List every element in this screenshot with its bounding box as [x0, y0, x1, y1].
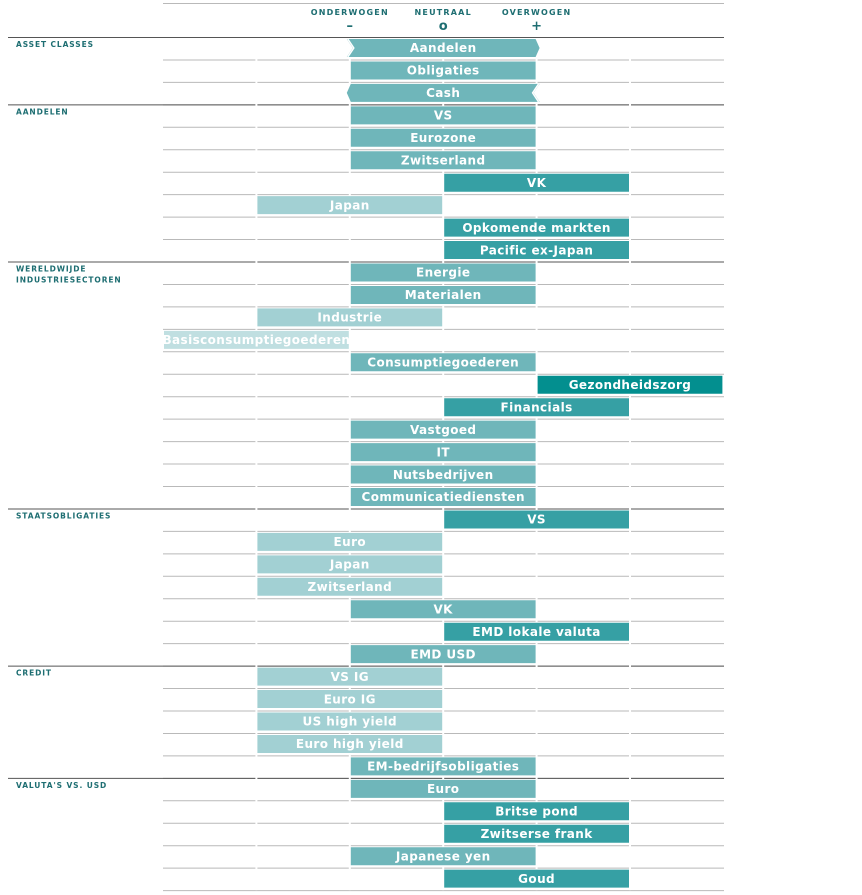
bar-label: Japanese yen [395, 849, 491, 864]
bar-label: Nutsbedrijven [392, 467, 494, 482]
bar-label: Basisconsumptiegoederen [162, 333, 351, 348]
bar-label: Industrie [317, 310, 383, 325]
bar-1-6 [444, 241, 629, 259]
bar-4-0 [257, 668, 442, 686]
bar-label: US high yield [302, 714, 398, 729]
bar-label: Eurozone [410, 131, 477, 145]
bar-1-0 [351, 106, 536, 124]
scale-label-1: NEUTRAAL [414, 8, 472, 17]
section-title-4-0: CREDIT [16, 668, 52, 678]
bar-2-0 [351, 264, 536, 282]
bar-3-4 [351, 600, 536, 618]
bar-3-3 [257, 578, 442, 596]
section-title-3-0: STAATSOBLIGATIES [16, 511, 112, 521]
bar-label: VS [527, 512, 546, 527]
bar-label: EMD USD [410, 647, 476, 662]
bar-5-4 [444, 870, 629, 888]
bar-label: VS IG [330, 669, 370, 684]
bar-label: Japan [329, 557, 370, 572]
bar-4-2 [257, 713, 442, 731]
bar-label: VK [433, 602, 453, 617]
bar-0-1 [351, 61, 536, 79]
bar-5-2 [444, 825, 629, 843]
section-title-2-0: WERELDWIJDE [16, 264, 87, 274]
bar-3-5 [444, 623, 629, 641]
bar-4-3 [257, 735, 442, 753]
bar-label: Opkomende markten [462, 220, 611, 235]
bar-label: Zwitserland [307, 580, 393, 594]
section-title-5-0: VALUTA'S VS. USD [16, 780, 108, 790]
section-title-0-0: ASSET CLASSES [16, 40, 94, 49]
bar-label: EMD lokale valuta [472, 624, 601, 639]
bar-2-5 [538, 376, 723, 394]
scale-symbol-1: o [438, 19, 448, 34]
bar-3-6 [351, 645, 536, 663]
scale-symbol-0: – [346, 19, 354, 34]
section-title-1-0: AANDELEN [16, 107, 69, 117]
bar-label: VK [526, 175, 547, 190]
bar-3-2 [257, 555, 442, 573]
bar-5-0 [351, 780, 536, 798]
bar-2-10 [351, 488, 536, 506]
bar-label: Gezondheidszorg [568, 377, 692, 392]
bar-label: IT [436, 445, 450, 460]
bar-label: Euro [426, 782, 460, 797]
bar-1-1 [351, 129, 536, 147]
bar-0-0 [347, 39, 540, 57]
bar-label: Vastgoed [410, 422, 477, 437]
bar-2-2 [257, 308, 442, 326]
scale-label-0: ONDERWOGEN [310, 8, 389, 17]
bar-label: Japan [329, 198, 370, 213]
scale-label-2: OVERWOGEN [501, 8, 572, 17]
bar-2-3 [162, 331, 350, 349]
scale-symbol-2: + [531, 19, 543, 34]
bar-2-4 [351, 353, 536, 371]
scale-header [311, 8, 572, 34]
bar-0-2 [347, 84, 540, 102]
bar-label: EM-bedrijfsobligaties [367, 759, 520, 774]
bar-label: Obligaties [406, 63, 480, 78]
bar-label: Aandelen [409, 41, 477, 56]
bar-label: Communicatiediensten [361, 490, 525, 505]
bar-4-4 [351, 757, 536, 775]
bar-1-5 [444, 219, 629, 237]
bar-label: Pacific ex-Japan [479, 243, 594, 258]
bar-2-7 [351, 421, 536, 439]
bar-label: Goud [518, 871, 556, 886]
bar-5-1 [444, 802, 629, 820]
bar-label: VS [433, 108, 453, 123]
bar-label: Euro high yield [295, 737, 404, 752]
bar-2-1 [351, 286, 536, 304]
bar-4-1 [257, 690, 442, 708]
bar-label: Euro [333, 535, 367, 550]
bar-label: Financials [500, 400, 573, 415]
bar-1-4 [257, 196, 442, 214]
bar-3-1 [257, 533, 442, 551]
bar-2-8 [351, 443, 536, 461]
bar-2-9 [351, 466, 536, 484]
bar-label: Consumptiegoederen [367, 355, 520, 370]
bar-2-6 [444, 398, 629, 416]
bar-label: Zwitserse frank [480, 826, 593, 841]
section-title-2-1: INDUSTRIESECTOREN [16, 275, 122, 285]
bar-label: Euro IG [323, 692, 376, 707]
bar-1-2 [351, 151, 536, 169]
section-labels [16, 40, 122, 790]
bar-1-3 [444, 174, 629, 192]
bar-label: Zwitserland [400, 153, 486, 168]
bar-5-3 [351, 847, 536, 865]
bar-label: Materialen [404, 288, 482, 303]
bar-label: Energie [415, 265, 471, 280]
bar-label: Cash [426, 86, 461, 101]
bar-3-0 [444, 510, 629, 528]
bar-label: Britse pond [495, 804, 578, 819]
